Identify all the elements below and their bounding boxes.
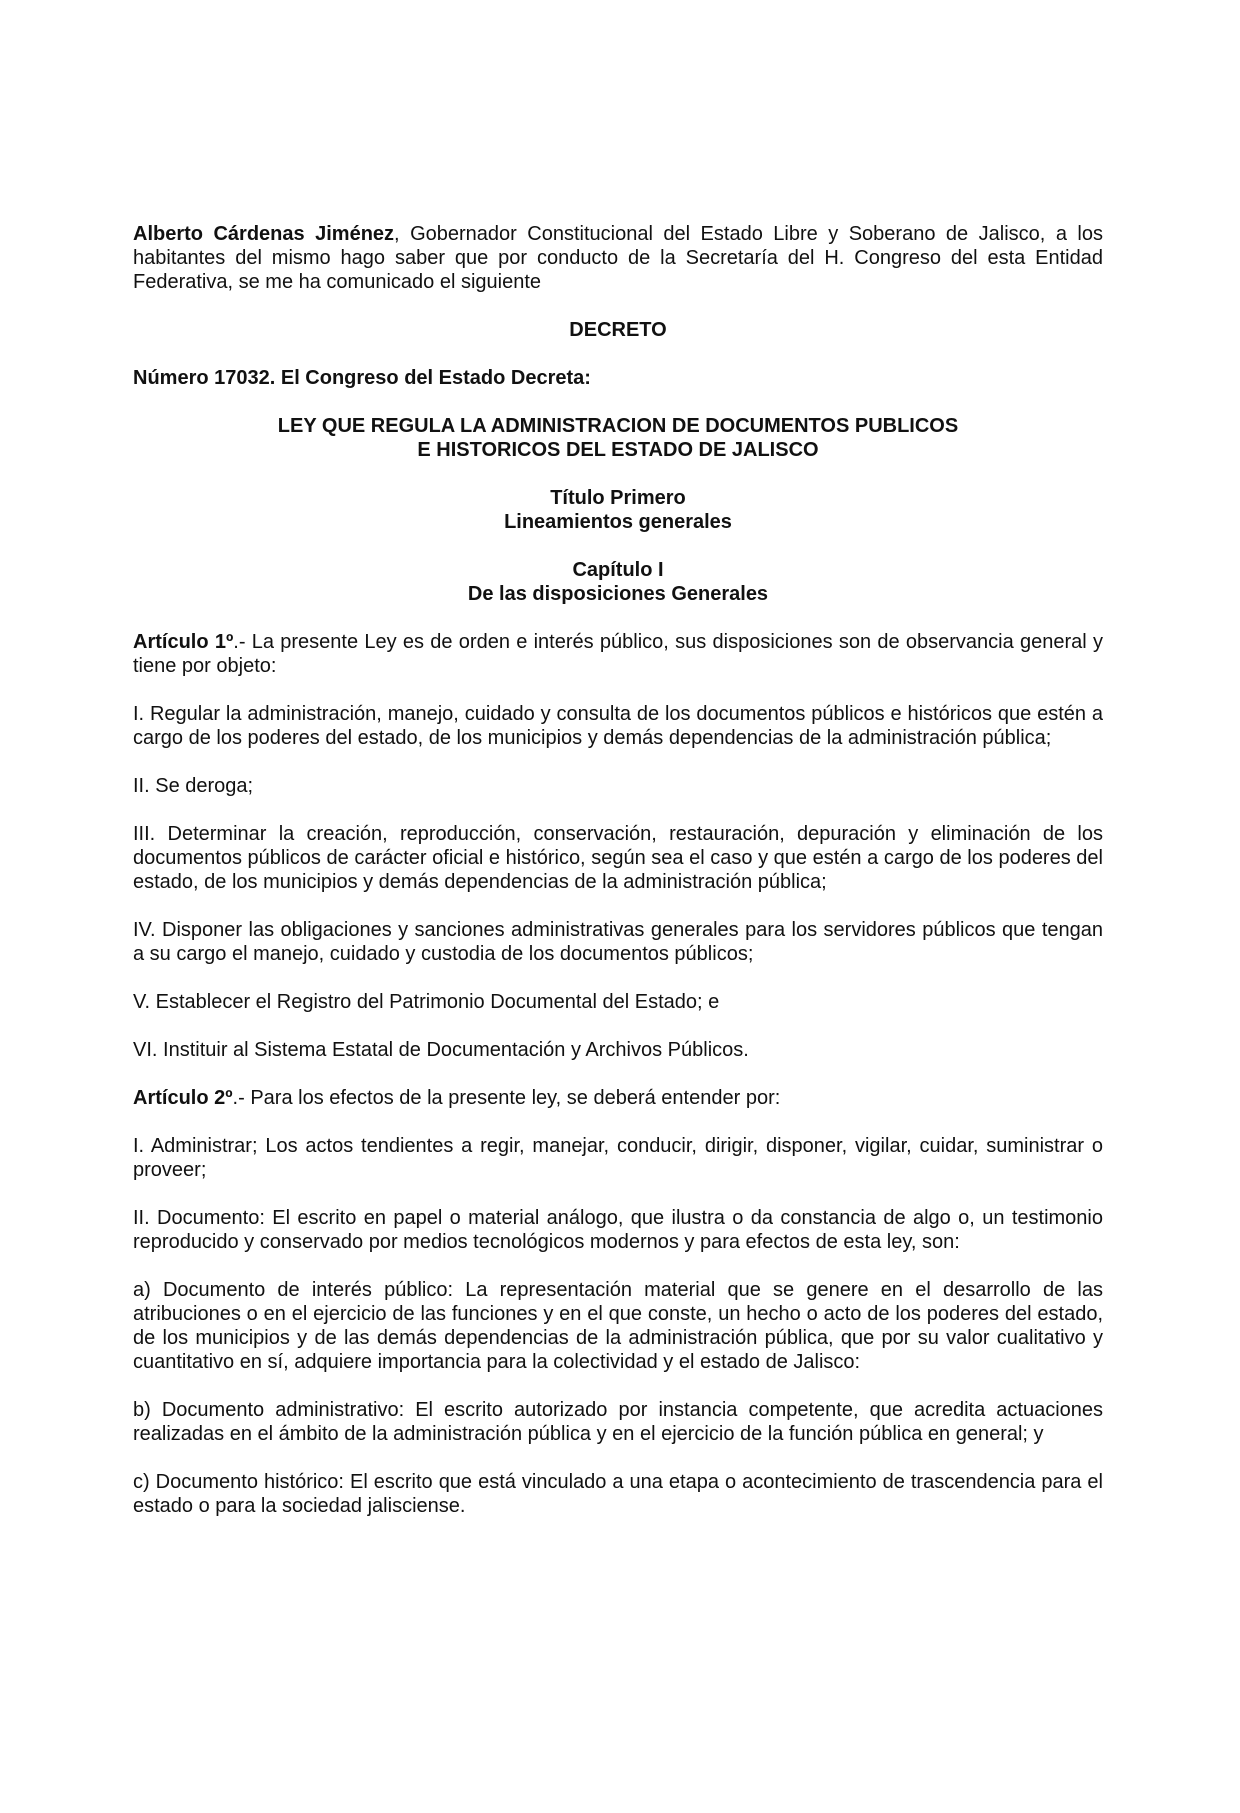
article-2-item: I. Administrar; Los actos tendientes a regir, manejar, conducir, dirigir, disponer, vigilar, cuidar, suministrar o proveer; <box>133 1135 1103 1181</box>
article-2-item: a) Documento de interés público: La representación material que se genere en el desarrollo de las atribuciones o en el ejercicio de las funciones y en el que conste, un hecho o acto de los poderes del estado, de los municipios y de las demás dependencias de la administración pública, que por su valor cualitativo y cuantitativo en sí, adquiere importancia para la colectividad y el estado de Jalisco: <box>133 1279 1103 1373</box>
governor-name: Alberto Cárdenas Jiménez <box>133 223 395 245</box>
preamble-text: , Gobernador Constitucional del Estado Libre y Soberano de Jalisco, a los habitantes del mismo hago saber que por conducto de la Secretaría del H. Congreso del esta Entidad Federativa, se me ha comunicado el siguiente <box>133 223 1103 293</box>
law-title <box>133 414 1103 462</box>
capitulo-heading <box>133 558 1103 606</box>
titulo-line-2: Lineamientos generales <box>504 511 732 533</box>
law-title-line-2: E HISTORICOS DEL ESTADO DE JALISCO <box>417 439 819 461</box>
article-1-item: II. Se deroga; <box>133 775 254 797</box>
article-1-label: Artículo 1º <box>133 631 234 653</box>
article-1-item: III. Determinar la creación, reproducción, conservación, restauración, depuración y eliminación de los documentos públicos de carácter oficial e histórico, según sea el caso y que estén a cargo de los poderes del estado, de los municipios y demás dependencias de la administración pública; <box>133 823 1103 893</box>
titulo-heading <box>133 486 1103 534</box>
article-2-item: II. Documento: El escrito en papel o material análogo, que ilustra o da constancia de algo o, un testimonio reproducido y conservado por medios tecnológicos modernos y para efectos de esta ley, son: <box>133 1207 1103 1253</box>
decreto-number: Número 17032. El Congreso del Estado Decreta: <box>133 367 591 389</box>
article-1-item: V. Establecer el Registro del Patrimonio Documental del Estado; e <box>133 991 720 1013</box>
article-1-intro <box>133 630 1103 678</box>
titulo-line-1: Título Primero <box>550 487 686 509</box>
capitulo-line-1: Capítulo I <box>572 559 664 581</box>
article-1-text: .- La presente Ley es de orden e interés público, sus disposiciones son de observancia general y tiene por objeto: <box>133 631 1103 677</box>
article-2-intro <box>133 1086 1103 1110</box>
article-2-item: c) Documento histórico: El escrito que está vinculado a una etapa o acontecimiento de trascendencia para el estado o para la sociedad jalisciense. <box>133 1471 1103 1517</box>
capitulo-line-2: De las disposiciones Generales <box>467 583 769 605</box>
document-body <box>133 222 1103 1542</box>
decreto-heading: DECRETO <box>569 319 667 341</box>
article-1-item: IV. Disponer las obligaciones y sanciones administrativas generales para los servidores públicos que tengan a su cargo el manejo, cuidado y custodia de los documentos públicos; <box>133 919 1103 965</box>
article-1-item: VI. Instituir al Sistema Estatal de Documentación y Archivos Públicos. <box>133 1039 749 1061</box>
law-title-line-1: LEY QUE REGULA LA ADMINISTRACION DE DOCUMENTOS PUBLICOS <box>277 415 959 437</box>
article-1-item: I. Regular la administración, manejo, cuidado y consulta de los documentos públicos e históricos que estén a cargo de los poderes del estado, de los municipios y demás dependencias de la administración pública; <box>133 703 1103 749</box>
article-2-item: b) Documento administrativo: El escrito autorizado por instancia competente, que acredita actuaciones realizadas en el ámbito de la administración pública y en el ejercicio de la función pública en general; y <box>133 1399 1103 1445</box>
article-2-text: .- Para los efectos de la presente ley, se deberá entender por: <box>232 1087 781 1109</box>
preamble-paragraph <box>133 222 1103 294</box>
article-2-label: Artículo 2º <box>133 1087 233 1109</box>
